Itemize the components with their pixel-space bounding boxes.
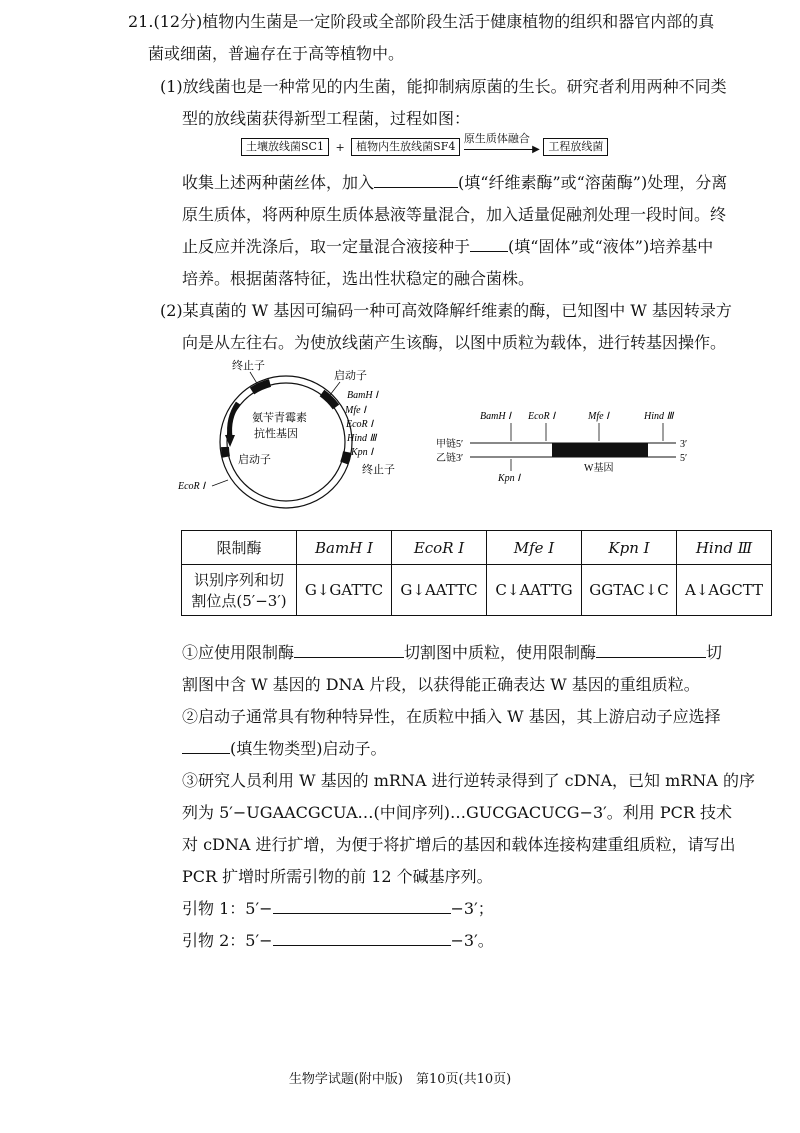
table-cell: G↓AATTC — [392, 565, 487, 616]
subq2-line1: ②启动子通常具有物种特异性，在质粒中插入 W 基因，其上游启动子应选择 — [182, 707, 721, 726]
w-gene-block — [552, 443, 648, 457]
plasmid-promoter-left-block — [225, 447, 226, 457]
table-header-cell: EcoR Ⅰ — [392, 531, 487, 565]
plasmid-label-ecori-right: EcoR Ⅰ — [346, 419, 374, 430]
answer-blank-medium[interactable] — [470, 237, 508, 252]
part1-line5: 止反应并洗涤后，取一定量混合液接种于 (填“固体”或“液体”)培养基中 — [182, 237, 714, 256]
plasmid-label-promoter-right: 启动子 — [334, 370, 367, 382]
gene-label-kpni: Kpn Ⅰ — [498, 473, 521, 484]
plasmid-label-terminator-top: 终止子 — [232, 360, 265, 372]
table-cell: GGTAC↓C — [582, 565, 677, 616]
subq3-line4: PCR 扩增时所需引物的前 12 个碱基序列。 — [182, 867, 493, 886]
fusion-flow-diagram — [241, 132, 608, 157]
gene-label-w: W基因 — [584, 463, 614, 474]
primer1-line: 引物 1：5′− −3′； — [182, 899, 494, 918]
plasmid-label-promoter-left: 启动子 — [238, 454, 271, 466]
gene-label-bamhi: BamH Ⅰ — [480, 411, 512, 422]
table-header-cell: Mfe Ⅰ — [487, 531, 582, 565]
table-header-cell: BamH Ⅰ — [297, 531, 392, 565]
gene-label-ecori: EcoR Ⅰ — [528, 411, 556, 422]
flow-arrow-label: 原生质体融合 — [463, 132, 530, 145]
table-row — [182, 565, 772, 616]
flow-arrow: 原生质体融合 ▶ — [463, 132, 540, 155]
plasmid-terminator-bottom-block — [344, 452, 347, 463]
part1-line4: 原生质体，将两种原生质体悬液等量混合，加入适量促融剂处理一段时间。终 — [182, 205, 727, 224]
gene-label-hindiii: Hind Ⅲ — [644, 411, 674, 422]
gene-label-mfei: Mfe Ⅰ — [588, 411, 609, 422]
plasmid-label-kpni: Kpn Ⅰ — [351, 447, 374, 458]
plasmid-label-terminator-bottom: 终止子 — [362, 464, 395, 476]
subq2-line2: (填生物类型)启动子。 — [182, 739, 387, 759]
flow-plus: + — [335, 140, 345, 154]
table-cell: G↓GATTC — [297, 565, 392, 616]
plasmid-label-amp-2: 抗性基因 — [254, 428, 298, 440]
plasmid-label-amp-1: 氨苄青霉素 — [252, 412, 307, 424]
table-cell: A↓AGCTT — [677, 565, 772, 616]
question-stem-line2: 菌或细菌，普遍存在于高等植物中。 — [148, 44, 405, 63]
table-cell: C↓AATTG — [487, 565, 582, 616]
answer-blank-enzyme[interactable] — [374, 173, 458, 188]
table-header-cell: Hind Ⅲ — [677, 531, 772, 565]
flow-box-engineered: 工程放线菌 — [543, 138, 608, 156]
plasmid-promoter-block — [322, 393, 336, 407]
subq1-line2: 割图中含 W 基因的 DNA 片段，以获得能正确表达 W 基因的重组质粒。 — [182, 675, 700, 694]
part1-line6: 培养。根据菌落特征，选出性状稳定的融合菌株。 — [182, 269, 535, 288]
gene-label-strand-b: 乙链3′ — [436, 453, 464, 464]
subq3-line3: 对 cDNA 进行扩增，为便于将扩增后的基因和载体连接构建重组质粒，请写出 — [182, 835, 736, 854]
table-row-label: 识别序列和切 割位点(5′−3′) — [182, 565, 297, 616]
answer-blank-promoter[interactable] — [182, 739, 230, 754]
subq3-line1: ③研究人员利用 W 基因的 mRNA 进行逆转录得到了 cDNA，已知 mRNA 的序 — [182, 771, 755, 790]
plasmid-label-mfei: Mfe Ⅰ — [345, 405, 366, 416]
gene-label-end-a: 3′ — [680, 439, 688, 450]
primer2-line: 引物 2：5′− −3′。 — [182, 931, 494, 950]
gene-label-strand-a: 甲链5′ — [436, 439, 464, 450]
plasmid-label-hindiii: Hind Ⅲ — [347, 433, 377, 444]
flow-box-sc1: 土壤放线菌SC1 — [241, 138, 329, 156]
table-header-cell: Kpn Ⅰ — [582, 531, 677, 565]
answer-blank-plasmid-enzyme[interactable] — [294, 643, 404, 658]
subq1-line1: ①应使用限制酶 切割图中质粒，使用限制酶 切 — [182, 643, 723, 662]
plasmid-label-ecori-left: EcoR Ⅰ — [178, 481, 206, 492]
flow-box-sf4: 植物内生放线菌SF4 — [351, 138, 460, 156]
subq3-line2: 列为 5′−UGAACGCUA…(中间序列)…GUCGACUCG−3′。利用 PCR 技术 — [182, 803, 733, 822]
restriction-enzyme-table — [181, 530, 772, 616]
answer-blank-gene-enzyme[interactable] — [596, 643, 706, 658]
answer-blank-primer1[interactable] — [273, 899, 451, 914]
part2-line2: 向是从左往右。为使放线菌产生该酶，以图中质粒为载体，进行转基因操作。 — [182, 333, 727, 352]
part1-line2: 型的放线菌获得新型工程菌，过程如图： — [182, 109, 471, 128]
question-stem-line1: 21.(12分)植物内生菌是一定阶段或全部阶段生活于健康植物的组织和器官内部的真 — [128, 12, 715, 31]
table-header-cell: 限制酶 — [182, 531, 297, 565]
page-footer: 生物学试题(附中版) 第10页(共10页) — [288, 1072, 512, 1087]
amp-gene-arrow — [230, 403, 238, 437]
gene-label-end-b: 5′ — [680, 453, 688, 464]
part1-line3: 收集上述两种菌丝体，加入 (填“纤维素酶”或“溶菌酶”)处理，分离 — [182, 173, 728, 192]
answer-blank-primer2[interactable] — [273, 931, 451, 946]
plasmid-label-bamhi: BamH Ⅰ — [347, 390, 379, 401]
part1-line1: (1)放线菌也是一种常见的内生菌，能抑制病原菌的生长。研究者利用两种不同类 — [160, 77, 727, 96]
plasmid-diagram — [170, 355, 400, 515]
part2-line1: (2)某真菌的 W 基因可编码一种可高效降解纤维素的酶，已知图中 W 基因转录方 — [160, 301, 732, 320]
w-gene-dna-diagram — [436, 405, 696, 485]
table-header-row — [182, 531, 772, 565]
